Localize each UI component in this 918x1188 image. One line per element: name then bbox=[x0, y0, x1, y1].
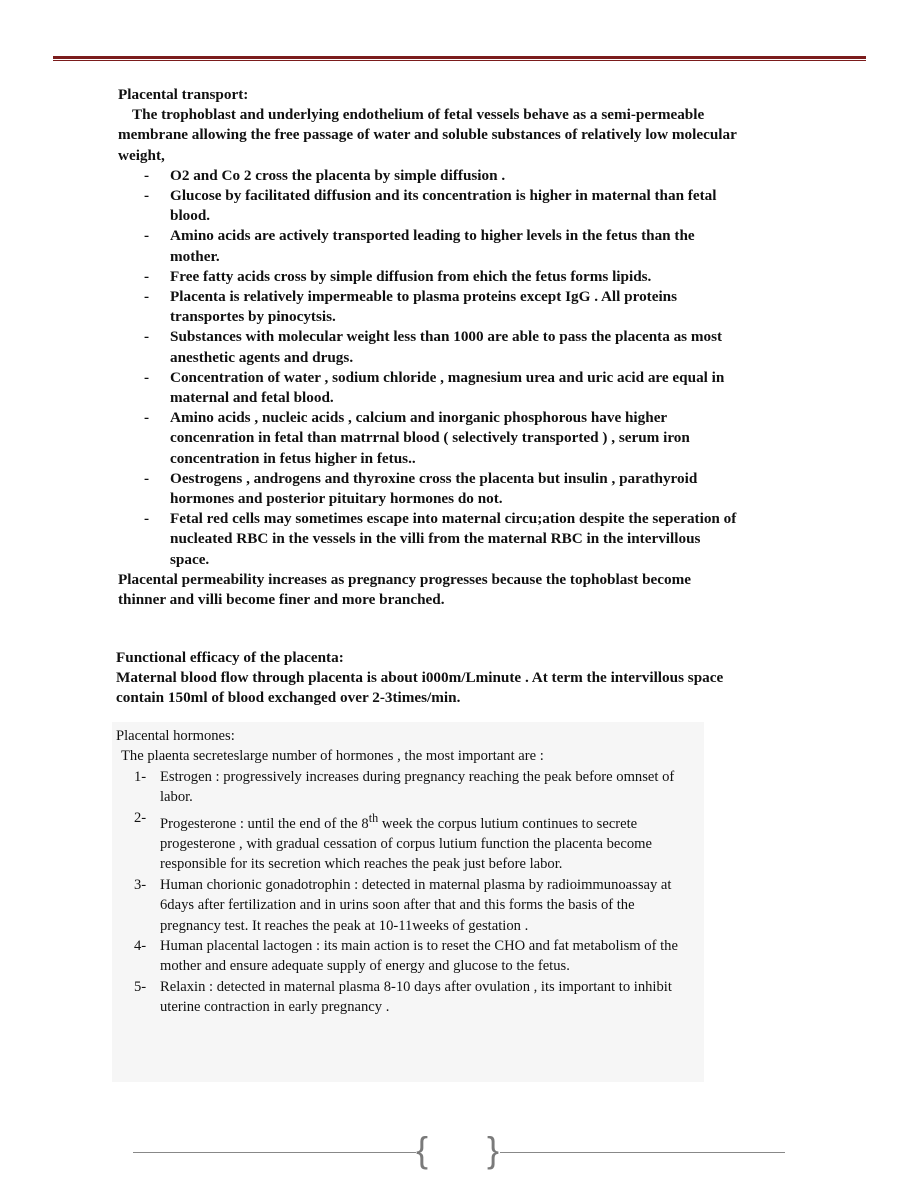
list-dash: - bbox=[144, 469, 150, 487]
list-item bbox=[118, 186, 738, 226]
list-item-text: Human placental lactogen : its main action is to reset the CHO and fat metabolism of the mother and ensure adequate supply of energy and glucose to the fetus. bbox=[160, 937, 678, 975]
list-item bbox=[118, 368, 738, 408]
transport-intro: The trophoblast and underlying endothelium of fetal vessels behave as a semi-permeable membrane allowing the free passage of water and soluble substances of relatively low molecular weight, bbox=[118, 106, 737, 164]
hormones-heading: Placental hormones: bbox=[116, 728, 235, 744]
footer-brace-right: } bbox=[487, 1129, 500, 1170]
list-item bbox=[116, 977, 696, 1018]
list-item-text: Placenta is relatively impermeable to plasma proteins except IgG . All proteins transportes by pinocytsis. bbox=[170, 288, 678, 326]
list-dash: - bbox=[144, 187, 150, 205]
list-dash: - bbox=[144, 288, 150, 306]
list-item-text: Fetal red cells may sometimes escape into maternal circu;ation despite the seperation of nucleated RBC in the vessels in the villi from the maternal RBC in the intervillous space. bbox=[170, 510, 737, 568]
list-item bbox=[116, 936, 696, 977]
list-item bbox=[118, 287, 738, 327]
transport-heading: Placental transport: bbox=[118, 86, 249, 103]
efficacy-heading: Functional efficacy of the placenta: bbox=[116, 649, 344, 666]
list-number: 3- bbox=[134, 876, 147, 893]
list-item bbox=[118, 267, 738, 287]
list-item bbox=[118, 327, 738, 367]
list-item-text-cont: week the corpus lutium continues to secrete progesterone , with gradual cessation of corpus lutium function the placenta become responsible for its secretion which reaches the peak just before labor. bbox=[160, 815, 652, 873]
list-item-text: Amino acids are actively transported leading to higher levels in the fetus than the mother. bbox=[170, 227, 695, 265]
section-functional-efficacy bbox=[116, 648, 736, 708]
list-item bbox=[118, 469, 738, 509]
hormones-lead: The plaenta secreteslarge number of hormones , the most important are : bbox=[121, 748, 544, 765]
header-rule-thin bbox=[53, 60, 866, 61]
footer-rule-left bbox=[133, 1152, 416, 1153]
list-dash: - bbox=[144, 368, 150, 386]
list-item bbox=[118, 226, 738, 266]
list-item bbox=[116, 767, 696, 808]
footer-brace-left: { bbox=[416, 1129, 429, 1170]
list-dash: - bbox=[144, 227, 150, 245]
list-dash: - bbox=[144, 510, 150, 528]
list-item-text: Human chorionic gonadotrophin : detected in maternal plasma by radioimmunoassay at 6days after fertilization and in urins soon after that and this forms the basis of the pregnancy test. It reaches the peak at 10-11weeks of gestation . bbox=[160, 876, 672, 934]
list-dash: - bbox=[144, 267, 150, 285]
list-item-text: O2 and Co 2 cross the placenta by simple diffusion . bbox=[170, 166, 506, 184]
list-item-text: Progesterone : until the end of the 8 bbox=[160, 815, 369, 832]
list-number: 2- bbox=[134, 809, 147, 826]
list-dash: - bbox=[144, 409, 150, 427]
list-item bbox=[116, 875, 696, 936]
list-item bbox=[118, 166, 738, 186]
list-item-text: Free fatty acids cross by simple diffusion from ehich the fetus forms lipids. bbox=[170, 267, 652, 285]
list-item-text: Substances with molecular weight less than 1000 are able to pass the placenta as most anesthetic agents and drugs. bbox=[170, 328, 723, 366]
footer-rule-right bbox=[500, 1152, 785, 1153]
list-item-text: Estrogen : progressively increases during pregnancy reaching the peak before omnset of labor. bbox=[160, 768, 675, 806]
list-item-text: Relaxin : detected in maternal plasma 8-10 days after ovulation , its important to inhibit uterine contraction in early pregnancy . bbox=[160, 978, 672, 1016]
list-dash: - bbox=[144, 166, 150, 184]
list-item bbox=[118, 509, 738, 570]
transport-closing: Placental permeability increases as pregnancy progresses because the tophoblast become thinner and villi become finer and more branched. bbox=[118, 570, 692, 609]
list-item-text: Amino acids , nucleic acids , calcium and inorganic phosphorous have higher concenration in fetal than matrrnal blood ( selectively transported ) , serum iron concentration in fetus higher in fetus.. bbox=[170, 409, 690, 467]
hormones-list bbox=[116, 767, 696, 1018]
list-item bbox=[118, 408, 738, 469]
list-item-text: Glucose by facilitated diffusion and its concentration is higher in maternal than fetal blood. bbox=[170, 187, 717, 225]
efficacy-body: Maternal blood flow through placenta is about i000m/Lminute . At term the intervillous space contain 150ml of blood exchanged over 2-3times/min. bbox=[116, 669, 724, 706]
list-number: 5- bbox=[134, 978, 147, 995]
superscript-th: th bbox=[368, 810, 379, 825]
section-placental-transport bbox=[118, 85, 738, 610]
list-item bbox=[116, 808, 696, 875]
header-rule-thick bbox=[53, 56, 866, 59]
list-item-text: Concentration of water , sodium chloride , magnesium urea and uric acid are equal in maternal and fetal blood. bbox=[170, 368, 725, 407]
list-dash: - bbox=[144, 328, 150, 346]
list-number: 1- bbox=[134, 768, 147, 785]
section-placental-hormones bbox=[116, 726, 696, 1018]
transport-list bbox=[118, 166, 738, 570]
list-item-text: Oestrogens , androgens and thyroxine cross the placenta but insulin , parathyroid hormones and posterior pituitary hormones do not. bbox=[170, 469, 698, 508]
list-number: 4- bbox=[134, 937, 147, 954]
header-rule bbox=[53, 56, 866, 62]
